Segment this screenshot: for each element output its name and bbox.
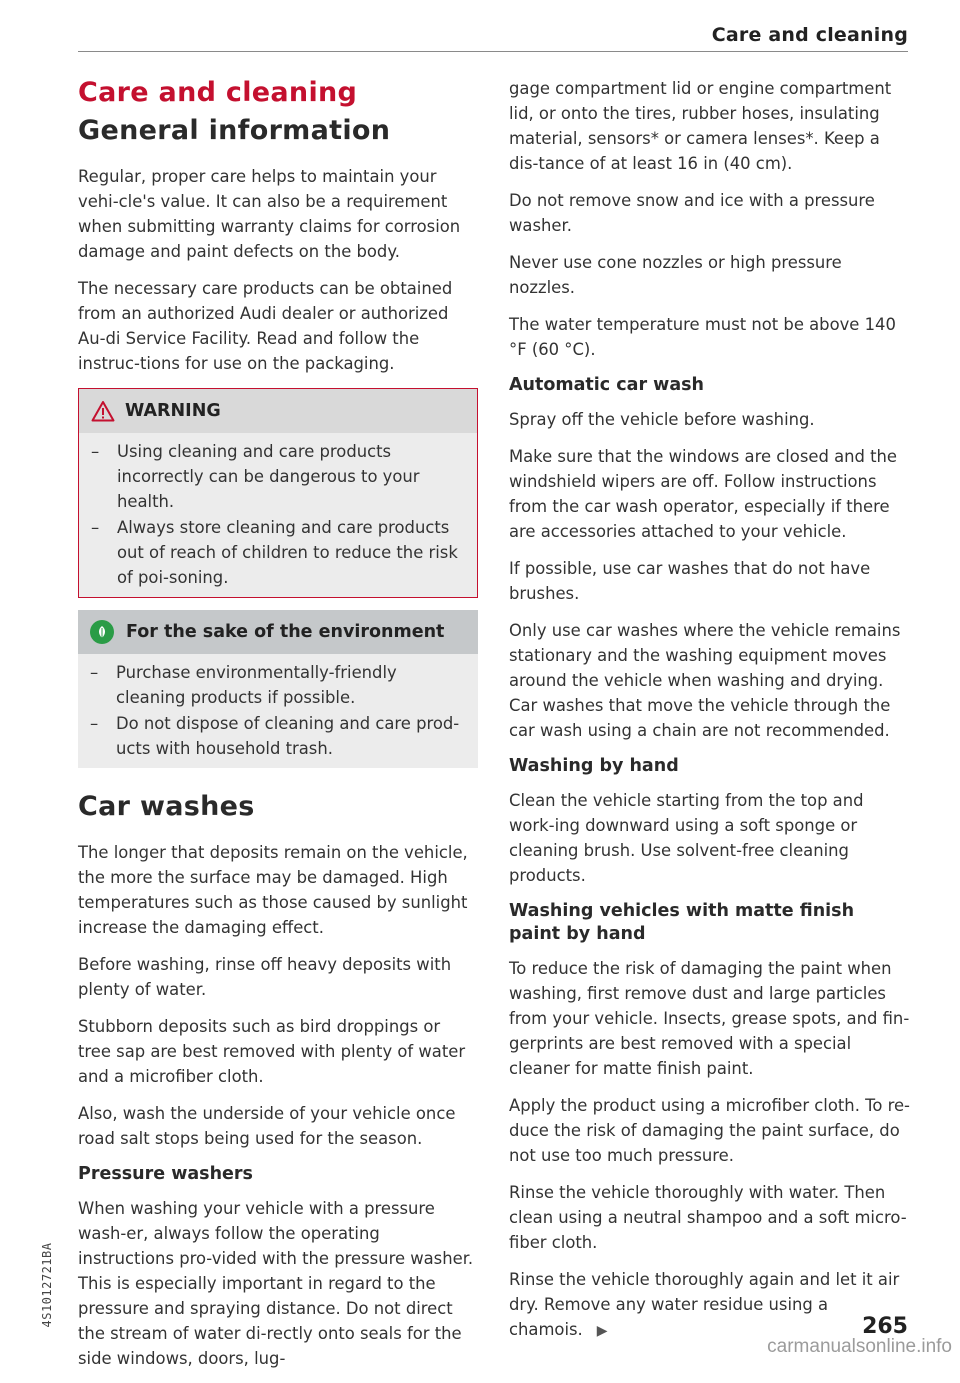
car-washes-paragraph-2: Before washing, rinse off heavy deposits with plenty of water.	[78, 955, 452, 999]
warning-item: – Using cleaning and care products incorrectly can be dangerous to your health.	[91, 442, 420, 511]
washing-by-hand-paragraph-1: Clean the vehicle starting from the top and work-ing downward using a soft sponge or cleaning brush. Use solvent-free cleaning products.	[509, 791, 864, 885]
matte-finish-heading: Washing vehicles with matte finish paint by hand	[509, 901, 855, 944]
chapter-title: Care and cleaning	[78, 77, 358, 108]
automatic-car-wash-heading: Automatic car wash	[509, 375, 705, 395]
header-rule	[78, 51, 908, 52]
intro-paragraph-1: Regular, proper care helps to maintain your vehi-cle's value. It can also be a requirement when submitting warranty claims for corrosion damage and paint defects on the body.	[78, 167, 461, 261]
running-header: Care and cleaning	[711, 24, 908, 46]
automatic-car-wash-paragraph-3: If possible, use car washes that do not have brushes.	[509, 559, 871, 603]
warning-title: WARNING	[125, 401, 221, 421]
pressure-washers-paragraph-2: Do not remove snow and ice with a pressure washer.	[509, 191, 875, 235]
left-column	[78, 70, 478, 1383]
section-title: General information	[78, 115, 391, 146]
pressure-washers-paragraph-3: Never use cone nozzles or high pressure nozzles.	[509, 253, 842, 297]
car-washes-heading: Car washes	[78, 791, 255, 822]
automatic-car-wash-paragraph-2: Make sure that the windows are closed and the windshield wipers are off. Follow instructions from the car wash operator, especially if there are accessories attached to your vehicle.	[509, 447, 898, 541]
document-code: 4S1012721BA	[40, 1242, 54, 1328]
warning-box	[78, 388, 478, 598]
environment-item: – Purchase environmentally-friendly cleaning products if possible.	[90, 663, 397, 707]
page-number: 265	[862, 1314, 908, 1339]
environment-item: – Do not dispose of cleaning and care prod-ucts with household trash.	[90, 714, 460, 758]
matte-finish-paragraph-2: Apply the product using a microfiber cloth. To re-duce the risk of damaging the paint surface, do not use too much pressure.	[509, 1096, 910, 1165]
pressure-washers-paragraph-4: The water temperature must not be above 140 °F (60 °C).	[509, 315, 896, 359]
warning-body	[79, 433, 477, 597]
car-washes-paragraph-3: Stubborn deposits such as bird droppings or tree sap are best removed with plenty of water and a microfiber cloth.	[78, 1017, 466, 1086]
warning-triangle-icon	[91, 400, 115, 422]
pressure-washers-paragraph-1: When washing your vehicle with a pressure wash-er, always follow the operating instructions pro-vided with the pressure washer. This is especially important in regard to the pressure and spraying distance. Do not direct the stream of water di-rectly onto seals for the side windows, doors, lug-	[78, 1199, 474, 1368]
automatic-car-wash-paragraph-1: Spray off the vehicle before washing.	[509, 410, 815, 429]
automatic-car-wash-paragraph-4: Only use car washes where the vehicle remains stationary and the washing equipment moves around the vehicle when washing and drying. Car washes that move the vehicle through the car wash using a chain are not recommended.	[509, 621, 901, 740]
right-column	[509, 76, 911, 1356]
matte-finish-paragraph-3: Rinse the vehicle thoroughly with water. Then clean using a neutral shampoo and a soft micro-fiber cloth.	[509, 1183, 907, 1252]
matte-finish-paragraph-1: To reduce the risk of damaging the paint when washing, first remove dust and large particles from your vehicle. Insects, grease spots, and fin-gerprints are best removed with a special cleaner for matte finish paint.	[509, 959, 910, 1078]
washing-by-hand-heading: Washing by hand	[509, 756, 679, 776]
car-washes-paragraph-4: Also, wash the underside of your vehicle once road salt stops being used for the season.	[78, 1104, 456, 1148]
matte-finish-paragraph-4: Rinse the vehicle thoroughly again and let it air dry. Remove any water residue using a chamois. ▶	[509, 1270, 900, 1339]
continue-arrow-icon: ▶	[596, 1323, 608, 1339]
environment-body	[78, 654, 478, 768]
environment-box	[78, 610, 478, 768]
environment-leaf-icon	[90, 620, 114, 644]
environment-title: For the sake of the environment	[126, 622, 445, 642]
watermark: carmanualsonline.info	[767, 1336, 952, 1357]
intro-paragraph-2: The necessary care products can be obtained from an authorized Audi dealer or authorized Au-di Service Facility. Read and follow the instruc-tions for use on the packaging.	[78, 279, 453, 373]
warning-item: – Always store cleaning and care products out of reach of children to reduce the risk of poi-soning.	[91, 518, 458, 587]
car-washes-paragraph-1: The longer that deposits remain on the vehicle, the more the surface may be damaged. High temperatures such as those caused by sunlight increase the damaging effect.	[78, 843, 468, 937]
pressure-washers-heading: Pressure washers	[78, 1164, 253, 1184]
pressure-washers-continued: gage compartment lid or engine compartment lid, or onto the tires, rubber hoses, insulating material, sensors* or camera lenses*. Keep a dis-tance of at least 16 in (40 cm).	[509, 79, 892, 173]
environment-header	[78, 610, 478, 654]
warning-header	[79, 389, 477, 433]
